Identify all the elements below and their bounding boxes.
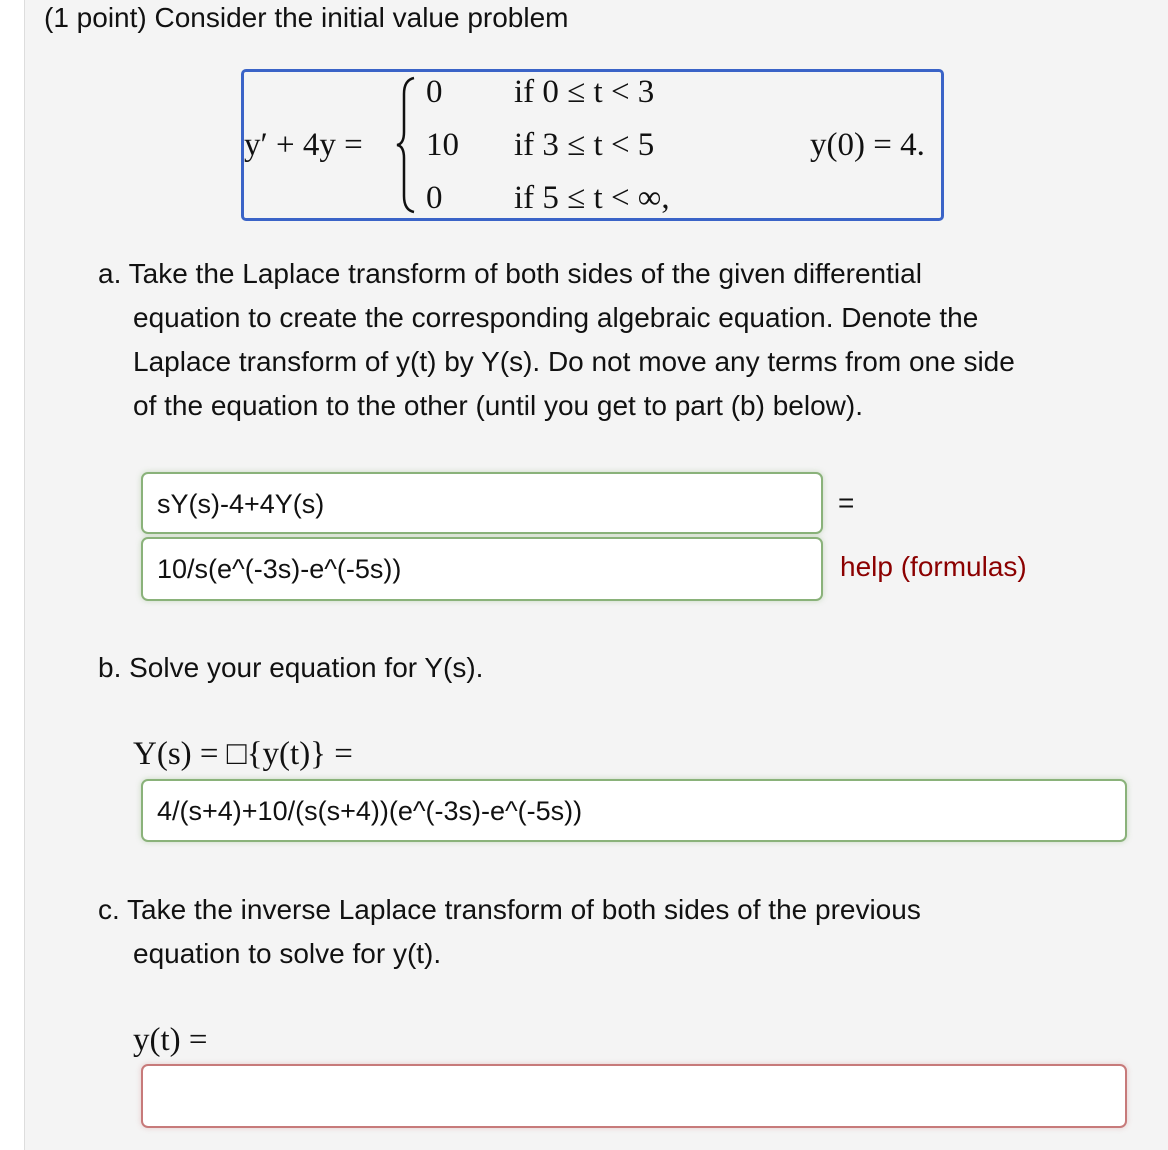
- part-c-line: equation to solve for y(t).: [133, 938, 442, 969]
- ivp-equation-box: [241, 69, 944, 221]
- part-b-label: Y(s) = □{y(t)} =: [133, 736, 353, 772]
- case-value: 10: [426, 127, 459, 163]
- Ys-input[interactable]: 4/(s+4)+10/(s(s+4))(e^(-3s)-e^(-5s)): [141, 779, 1127, 842]
- case-value: 0: [426, 74, 443, 110]
- problem-header: (1 point) Consider the initial value problem: [44, 2, 569, 33]
- ivp-lhs: y′ + 4y =: [244, 127, 363, 163]
- help-formulas-link[interactable]: help (formulas): [840, 551, 1027, 582]
- part-a-line: of the equation to the other (until you get to part (b) below).: [133, 390, 863, 421]
- part-a-line: a. Take the Laplace transform of both sides of the given differential: [98, 258, 922, 289]
- part-c-label: y(t) =: [133, 1022, 208, 1058]
- case-condition: if 0 ≤ t < 3: [514, 74, 655, 110]
- part-c-line: c. Take the inverse Laplace transform of both sides of the previous: [98, 894, 921, 925]
- case-condition: if 3 ≤ t < 5: [514, 127, 655, 163]
- brace: [394, 76, 418, 214]
- equals-sign: =: [838, 487, 855, 518]
- initial-condition: y(0) = 4.: [810, 127, 925, 163]
- yt-input[interactable]: [141, 1064, 1127, 1128]
- case-condition: if 5 ≤ t < ∞,: [514, 180, 670, 216]
- case-value: 0: [426, 180, 443, 216]
- laplace-rhs-input[interactable]: 10/s(e^(-3s)-e^(-5s)): [141, 537, 823, 601]
- laplace-lhs-input[interactable]: sY(s)-4+4Y(s): [141, 472, 823, 534]
- part-a-line: Laplace transform of y(t) by Y(s). Do not move any terms from one side: [133, 346, 1015, 377]
- part-a-line: equation to create the corresponding algebraic equation. Denote the: [133, 302, 979, 333]
- part-b-text: b. Solve your equation for Y(s).: [98, 652, 484, 683]
